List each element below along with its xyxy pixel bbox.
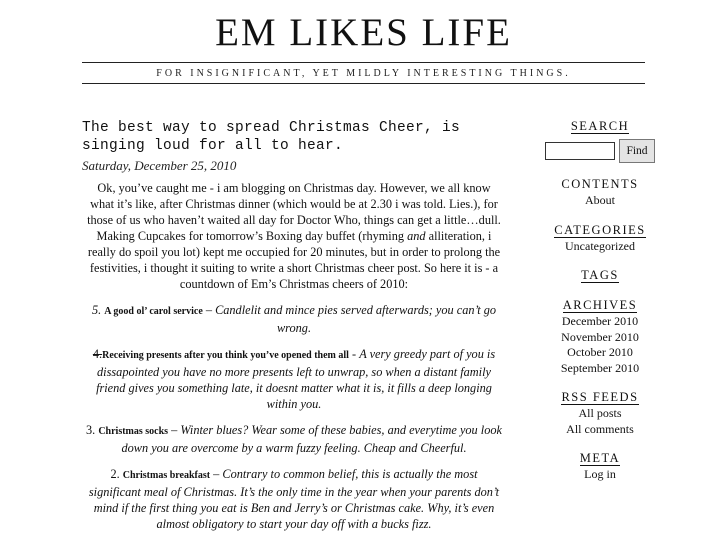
category-link-uncategorized[interactable]: Uncategorized [565, 238, 635, 253]
archives-heading: ARCHIVES [562, 298, 638, 312]
countdown-item [84, 302, 504, 336]
item-description: Candlelit and mince pies served afterwards; you can’t go wrong. [215, 303, 497, 335]
intro-emphasis: and [407, 229, 426, 243]
rss-link-all-comments[interactable]: All comments [566, 421, 634, 436]
intro-text-a: Ok, you’ve caught me - i am blogging on Christmas day. However, we all know what it’s like, after Christmas dinner (which would be at 2.30 i was told. Lies.), for those of us who haven’t waited all day for Doctor Who, things can get a little…dull. Making Cupcakes for tomorrow’s Boxing day buffet (rhyming [87, 181, 501, 243]
tags-section [500, 266, 700, 284]
site-tagline: FOR INSIGNIFICANT, YET MILDLY INTERESTING THINGS. [156, 68, 571, 79]
contents-section [500, 175, 700, 209]
search-heading: SEARCH [570, 119, 630, 133]
archive-link[interactable]: October 2010 [567, 345, 633, 359]
search-input[interactable] [545, 142, 615, 160]
item-description: Contrary to common belief, this is actually the most significant meal of Christmas. It’s the only time in the year when your parents don’t mind if the first thing you eat is Ben and Jerry’s or Christmas cake. Why, it’s even almost obligatory to start your day off with a bucks fizz. [88, 467, 500, 531]
rss-section [500, 388, 700, 437]
item-separator: – [168, 423, 181, 437]
post-area [82, 119, 506, 542]
item-title: Christmas socks [98, 426, 169, 437]
find-button[interactable]: Find [619, 139, 654, 163]
tags-heading: TAGS [581, 268, 619, 282]
post-intro [84, 180, 504, 292]
intro-text-b: alliteration, i really do spoil you lot) kept me occupied for 20 minutes, but in order to prolong the festivities, i thought it suiting to write a short Christmas cheer post. So here it is - a countdown of Em’s Christmas cheers of 2010: [87, 229, 501, 291]
item-number: 4. [92, 347, 103, 361]
search-section [500, 117, 700, 163]
item-description: Winter blues? Wear some of these babies, and everytime you look down you are overcome by a warm fuzzy feeling. Cheap and Cheerful. [121, 423, 502, 455]
header-divider-bottom [82, 83, 645, 84]
contents-heading: CONTENTS [561, 177, 639, 191]
item-separator: – [202, 303, 216, 317]
post-title[interactable]: The best way to spread Christmas Cheer, is singing loud for all to hear. [82, 120, 461, 154]
item-separator: - [348, 347, 360, 361]
categories-heading: CATEGORIES [554, 222, 646, 237]
site-title[interactable]: EM LIKES LIFE [215, 11, 512, 54]
archive-link[interactable]: November 2010 [561, 329, 639, 344]
contents-link-about[interactable]: About [585, 193, 615, 207]
item-number: 3. [86, 423, 99, 437]
search-form [500, 139, 700, 163]
item-number: 2. [110, 467, 123, 481]
post-date: Saturday, December 25, 2010 [82, 158, 237, 173]
item-separator: – [210, 467, 223, 481]
sidebar [500, 117, 700, 495]
header-divider-top [82, 62, 645, 63]
item-title: A good ol’ carol service [104, 306, 203, 317]
rss-link-all-posts[interactable]: All posts [578, 406, 622, 420]
meta-link-login[interactable]: Log in [584, 467, 616, 481]
item-title: Christmas breakfast [122, 470, 211, 481]
meta-section [500, 449, 700, 483]
rss-heading: RSS FEEDS [561, 390, 639, 404]
countdown-item [84, 422, 504, 456]
item-number: 5. [91, 303, 105, 317]
item-description: A very greedy part of you is dissapointed you have no more presents left to unwrap, so when a distant family friend gives you something late, it doesnt matter what it is, it fills a deep longing within you. [96, 347, 496, 411]
countdown-item [84, 466, 504, 532]
meta-heading: META [579, 451, 621, 465]
post-body [82, 180, 506, 532]
archive-link[interactable]: September 2010 [560, 360, 640, 375]
archive-link[interactable]: December 2010 [561, 314, 639, 328]
categories-section [500, 221, 700, 255]
countdown-item [84, 346, 504, 412]
item-title: Receiving presents after you think you’ve opened them all [102, 350, 349, 361]
archives-section [500, 296, 700, 376]
